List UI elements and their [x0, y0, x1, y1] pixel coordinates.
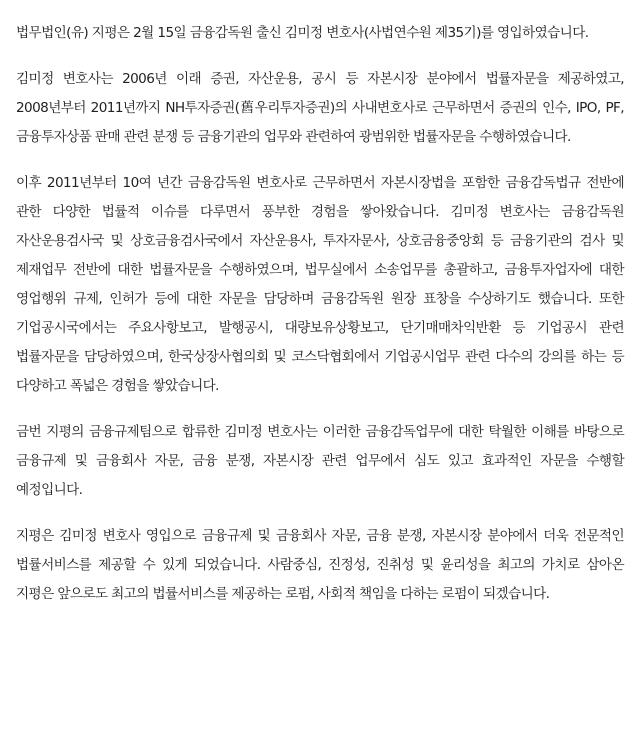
paragraph-intro: 법무법인(유) 지평은 2월 15일 금융감독원 출신 김미정 변호사(사법연수원 제35기)를 영입하였습니다. [16, 25, 589, 41]
paragraph-fss-experience: 이후 2011년부터 10여 년간 금융감독원 변호사로 근무하면서 자본시장법을 포함한 금융감독법규 전반에 관한 다양한 법률적 이슈를 다루면서 풍부한 경험을 쌓아왔습니다. 김미정 변호사는 금융감독원 자산운용검사국 및 상호금융검사국에서 자산운용사, 투자자문사, 상호금융중앙회 등 금융기관의 검사 및 제재업무 전반에 대한 법률자문을 수행하였으며, 법무실에서 소송업무를 총괄하고, 금융투자업자에 대한 영업행위 규제, 인허가 등에 대한 자문을 담당하며 금융감독원 원장 표창을 수상하기도 했습니다. 또한 기업공시국에서는 주요사항보고, 발행공시, 대량보유상황보고, 단기매매차익반환 등 기업공시 관련 법률자문을 담당하였으며, 한국상장사협의회 및 코스닥협회에서 기업공시업무 관련 다수의 강의를 하는 등 다양하고 폭넓은 경험을 쌓았습니다. [16, 175, 624, 394]
paragraph-closing: 지평은 김미정 변호사 영입으로 금융규제 및 금융회사 자문, 금융 분쟁, 자본시장 분야에서 더욱 전문적인 법률서비스를 제공할 수 있게 되었습니다. 사람중심, 진정성, 진취성 및 윤리성을 최고의 가치로 삼아온 지평은 앞으로도 최고의 법률서비스를 제공하는 로펌, 사회적 책임을 다하는 로펌이 되겠습니다. [16, 528, 624, 602]
paragraph-team-role: 금번 지평의 금융규제팀으로 합류한 김미정 변호사는 이러한 금융감독업무에 대한 탁월한 이해를 바탕으로 금융규제 및 금융회사 자문, 금융 분쟁, 자본시장 관련 업무에서 심도 있고 효과적인 자문을 수행할 예정입니다. [16, 424, 624, 498]
article-body [16, 0, 624, 609]
paragraph-career: 김미정 변호사는 2006년 이래 증권, 자산운용, 공시 등 자본시장 분야에서 법률자문을 제공하였고, 2008년부터 2011년까지 NH투자증권(舊우리투자증권)의 사내변호사로 근무하면서 증권의 인수, IPO, PF, 금융투자상품 판매 관련 분쟁 등 금융기관의 업무와 관련하여 광범위한 법률자문을 수행하였습니다. [16, 71, 624, 145]
